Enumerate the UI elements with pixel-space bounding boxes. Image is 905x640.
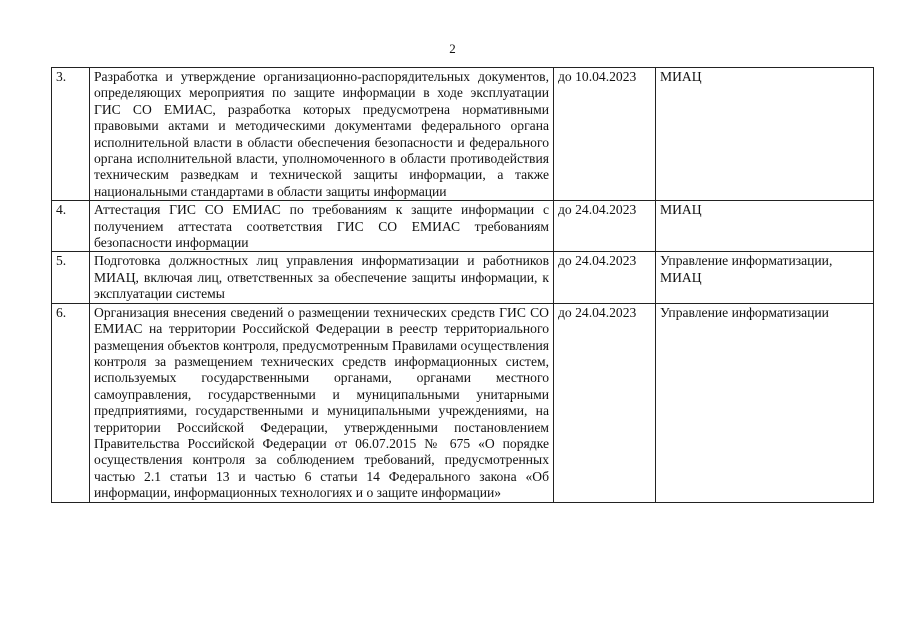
deadline: до 10.04.2023 [554,68,656,201]
table-row [52,201,874,252]
responsible-party: МИАЦ [656,201,874,252]
measure-description: Аттестация ГИС СО ЕМИАС по требованиям к защите информации с получением аттестата соответствия ГИС СО ЕМИАС требованиям безопасности информации [90,201,554,252]
measure-description: Организация внесения сведений о размещении технических средств ГИС СО ЕМИАС на территории Российской Федерации в реестр территориального размещения объектов контроля, предусмотренным Правилами осуществления контроля за размещением технических средств информационных систем, используемых государственными органами, органами местного самоуправления, государственными и муниципальными унитарными предприятиями, государственными и муниципальными учреждениями, на территории Российской Федерации, утвержденными постановлением Правительства Российской Федерации от 06.07.2015 № 675 «О порядке осуществления контроля за соблюдением требований, предусмотренных частью 2.1 статьи 13 и частью 6 статьи 14 Федерального закона «Об информации, информационных технологиях и о защите информации» [90,303,554,502]
page-number: 2 [449,41,456,56]
responsible-party: МИАЦ [656,68,874,201]
measure-description: Разработка и утверждение организационно-распорядительных документов, определяющих мероприятия по защите информации в ходе эксплуатации ГИС СО ЕМИАС, разработка которых предусмотрена нормативными правовыми актами и методическими документами федерального органа исполнительной власти в области обеспечения безопасности и федерального органа исполнительной власти, уполномоченного в области противодействия техническим разведкам и технической защиты информации, а также национальными стандартами в области защиты информации [90,68,554,201]
measures-table [51,67,874,503]
row-number: 3. [52,68,90,201]
row-number: 6. [52,303,90,502]
table-row [52,252,874,303]
responsible-party: Управление информатизации [656,303,874,502]
table-row [52,68,874,201]
row-number: 5. [52,252,90,303]
deadline: до 24.04.2023 [554,303,656,502]
deadline: до 24.04.2023 [554,252,656,303]
table-row [52,303,874,502]
row-number: 4. [52,201,90,252]
deadline: до 24.04.2023 [554,201,656,252]
responsible-party: Управление информатизации, МИАЦ [656,252,874,303]
measure-description: Подготовка должностных лиц управления информатизации и работников МИАЦ, включая лиц, ответственных за обеспечение защиты информации, к эксплуатации системы [90,252,554,303]
